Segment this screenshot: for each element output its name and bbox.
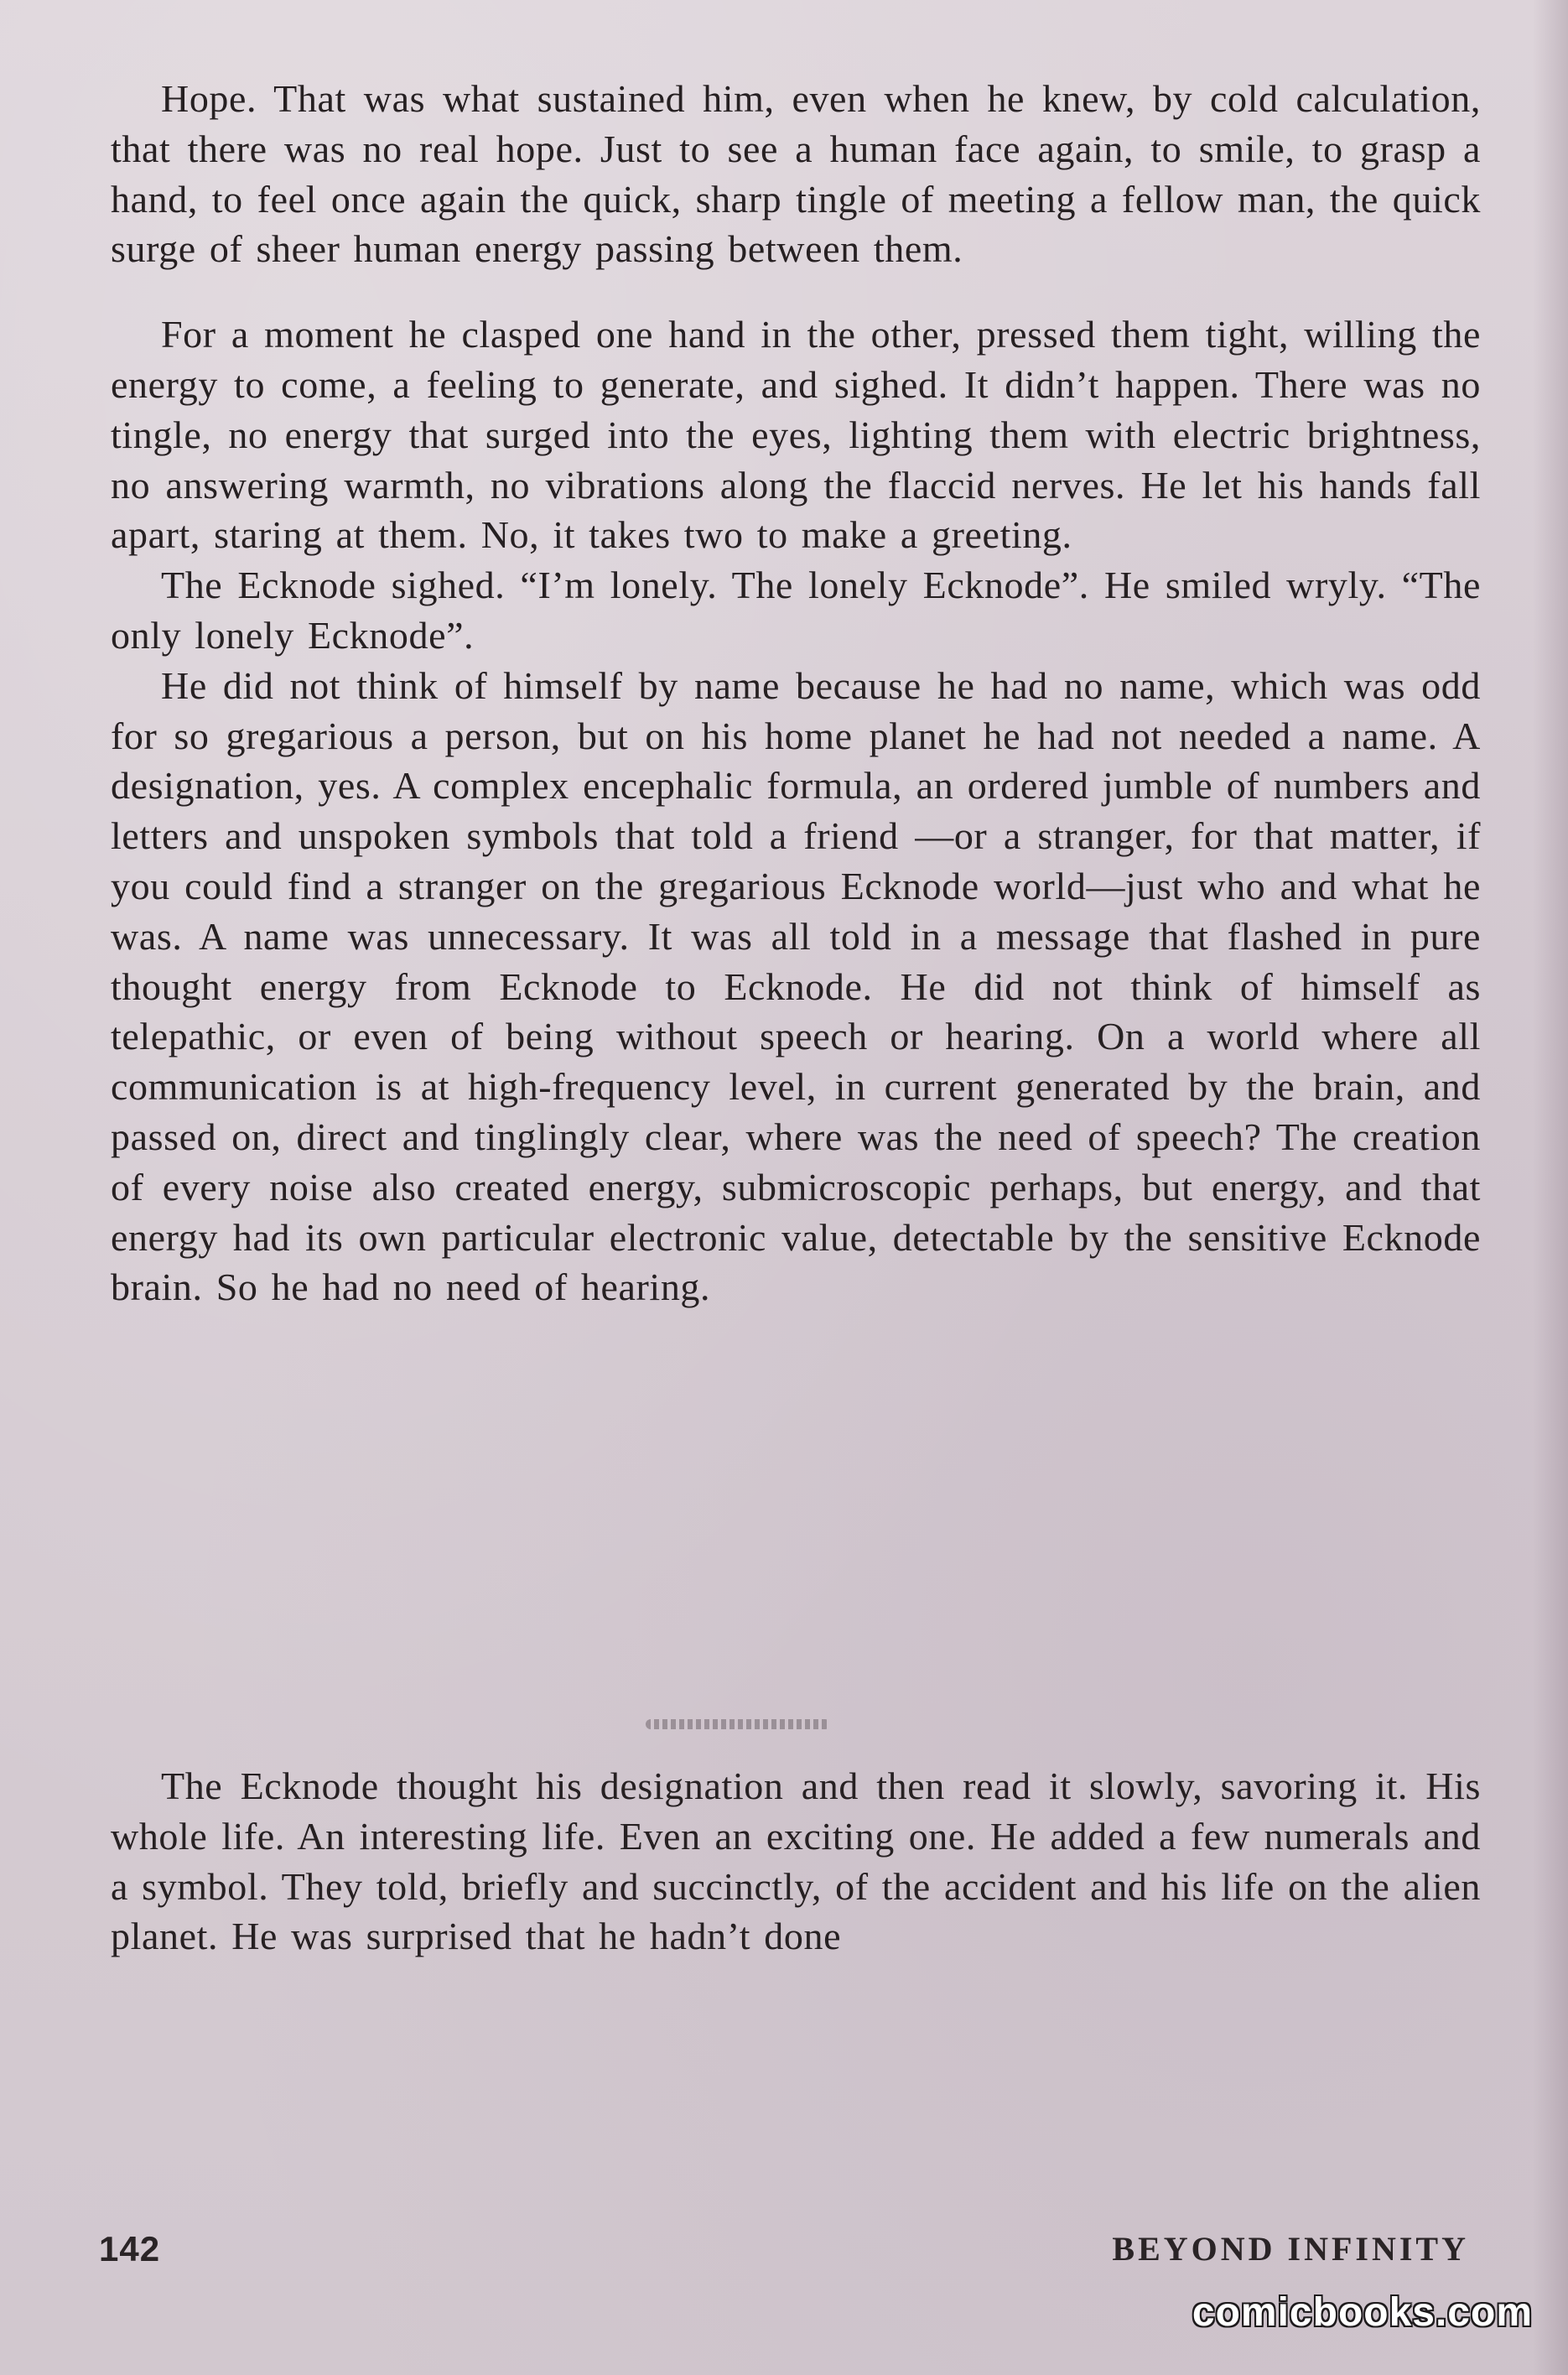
paragraph-clasped-hands: For a moment he clasped one hand in the other, pressed them tight, willing the energy to come, a feeling to generate, and sighed. It didn’t happen. There was no tingle, no energy that surged into the eyes, lighting them with electric brightness, no answering warmth, no vibrations along the flaccid nerves. He let his hands fall apart, staring at them. No, it takes two to make a greeting. (111, 313, 1481, 557)
paragraph-thought-designation: The Ecknode thought his designation and then read it slowly, savoring it. His whole life. An interesting life. Even an exciting one. He added a few numerals and a symbol. They told, briefly and succinctly, of the accident and his life on the alien planet. He was surprised that he hadn’t done (111, 1764, 1481, 1958)
section-separator (646, 1719, 830, 1729)
paragraph-designation: He did not think of himself by name because he had no name, which was odd for so gregarious a person, but on his home planet he had not needed a name. A designation, yes. A complex encephalic formula, an ordered jumble of numbers and letters and unspoken symbols that told a friend —or a stranger, for that matter, if you could find a stranger on the gregarious Ecknode world—just who and what he was. A name was unnecessary. It was all told in a message that flashed in pure thought energy from Ecknode to Ecknode. He did not think of himself as telepathic, or even of being without speech or hearing. On a world where all communication is at high-frequency level, in current generated by the brain, and passed on, direct and tinglingly clear, where was the need of speech? The creation of every noise also created energy, submicroscopic perhaps, but energy, and that energy had its own particular electronic value, detectable by the sensitive Ecknode brain. So he had no need of hearing. (111, 663, 1481, 1309)
paragraph-lonely-ecknode: The Ecknode sighed. “I’m lonely. The lonely Ecknode”. He smiled wryly. “The only lonely Ecknode”. (111, 564, 1481, 657)
story-text (111, 74, 1481, 1312)
page-number: 142 (99, 2229, 161, 2268)
magazine-title: BEYOND INFINITY (1112, 2230, 1469, 2268)
page-edge-shadow (1533, 0, 1568, 2375)
paragraph-hope: Hope. That was what sustained him, even when he knew, by cold calculation, that there was no real hope. Just to see a human face again, to smile, to grasp a hand, to feel once again the quick, sharp tingle of meeting a fellow man, the quick surge of sheer human energy passing between them. (111, 77, 1481, 271)
watermark-logo: comicbooks.com (1192, 2290, 1533, 2335)
